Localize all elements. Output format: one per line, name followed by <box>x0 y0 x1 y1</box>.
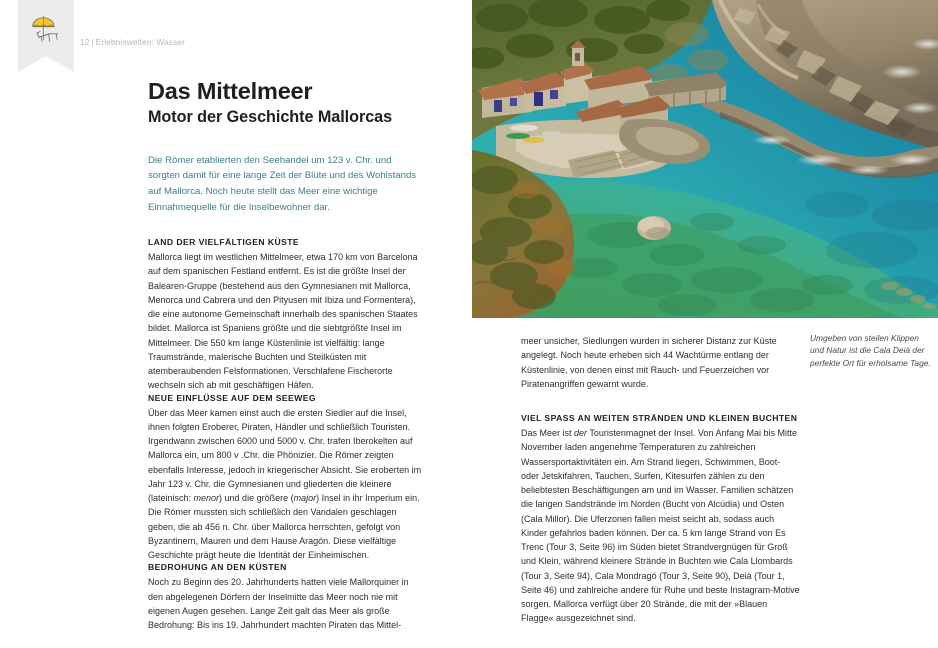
photo-caption: Umgeben von steilen Klippen und Natur ist die Cala Deià der perfekte Ort für erholsame Tage. <box>810 333 931 368</box>
folio-page-number: 12 <box>80 38 90 47</box>
body-text-fragment: ) und die größere ( <box>219 493 294 504</box>
section-body: Noch zu Beginn des 20. Jahrhunderts hatten viele Mallorquiner in den abgelegenen Dörfern der Inselmitte das Meer noch nie mit eigenen Augen gesehen. Lange Zeit galt das Meer als große Bedrohung: Bis ins 19. Jahrhundert machten Piraten das Mittel- <box>148 577 409 631</box>
article-photo <box>472 0 938 318</box>
body-text-fragment: Über das Meer kamen einst auch die ersten Siedler auf die Insel, ihnen folgten Eroberer, Piraten, Händler und schließlich Touristen. Irgendwann zwischen 6000 und 5000 v. Chr. trafen Iberokelten auf Mallorca ein, um 800 v .Chr. die Phönizier. Die Römer zeigten ebenfalls Interesse, jedoch in kriegerischer Absicht. Sie eroberten im Jahr 123 v. Chr. die Gymnesianen und gliederten die kleinere (lateinisch: <box>148 407 422 504</box>
right-text-column <box>521 334 800 626</box>
article-section-1 <box>148 237 426 393</box>
cala-deia-photograph <box>472 0 938 318</box>
section-body <box>148 406 426 563</box>
latin-term-menor: menor <box>193 493 220 504</box>
latin-term-major: major <box>293 493 317 504</box>
page-subtitle: Motor der Geschichte Mallorcas <box>148 108 393 127</box>
section-heading: NEUE EINFLÜSSE AUF DEM SEEWEG <box>148 392 316 403</box>
body-text-fragment: ) Insel in ihr Imperium ein. Die Römer mussten sich schließlich den Vandalen geschlagen geben, die ab 456 n. Chr. über Mallorca herrschten, gefolgt von Byzantinern, Mauren und dem Hause Aragón. Diese vielfältige Geschichte prägt heute die Identität der Einheimischen. <box>148 493 420 561</box>
beach-umbrella-lounger-icon <box>28 16 64 48</box>
article-section-2 <box>148 393 426 563</box>
body-text-fragment: Das Meer ist <box>521 428 575 438</box>
continued-paragraph: meer unsicher, Siedlungen wurden in sicherer Distanz zur Küste angelegt. Noch heute erheben sich 44 Wachtürme entlang der Küstenlinie, von denen einst mit Rauch- und Feuerzeichen vor Piratenangriffen gewarnt wurde. <box>521 336 777 389</box>
folio-line <box>80 38 185 47</box>
article-section-4 <box>521 413 800 626</box>
folio-separator: | <box>91 38 94 47</box>
emphasis-der: der <box>574 428 588 438</box>
section-heading: BEDROHUNG AN DEN KÜSTEN <box>148 562 287 573</box>
section-body: Mallorca liegt im westlichen Mittelmeer, etwa 170 km von Barcelona auf dem spanischen Festland entfernt. Es ist die größte Insel der Balearen-Gruppe (bestehend aus den Gymnesianen mit Mallorca, Menorca und Cabrera und den Pityusen mit Ibiza und Formentera), die eine autonome Gemeinschaft innerhalb des spanischen Staates bildet. Mallorca ist Spaniens größte und die siebtgrößte Insel im Mittelmeer. Die 550 km lange Küstenlinie ist vielfältig: lange Traumstrände, malerische Buchten und Steilküsten mit atemberaubenden Felsformationen. Verschlafene Fischerorte wechseln sich ab mit geschäftigen Häfen. <box>148 252 418 391</box>
section-heading: LAND DER VIELFÄLTIGEN KÜSTE <box>148 237 300 248</box>
article-section-3 <box>148 562 426 632</box>
left-text-column <box>148 78 426 632</box>
page-title: Das Mittelmeer <box>148 78 313 104</box>
section-body <box>521 426 800 626</box>
body-text-fragment: Touristenmagnet der Insel. Von Anfang Mai bis Mitte November laden angenehme Temperaturen zu zahlreichen Wassersportaktivitäten ein. Am Strand liegen, Schwimmen, Boot- oder Jetskifahren, Tauchen, Surfen, Kitesurfen zählen zu den beliebtesten Beschäftigungen am und im Wasser. Familien schätzen die langen Sandstrände im Norden (Bucht von Alcúdia) und Osten (Cala Millor). Die Uferzonen fallen meist seicht ab, sodass auch Kinder gefahrlos baden können. Der ca. 5 km lange Strand von Es Trenc (Tour 3, Seite 96) im Süden bietet Strandvergnügen für Groß und Klein, während kleinere Strände in Buchten wie Cala Llombards (Tour 3, Seite 94), Cala Mondragó (Tour 3, Seite 90), Deià (Tour 1, Seite 46) und zahlreiche andere für Ruhe und beste Instagram-Motive sorgen. Mallorca verfügt über 20 Strände, die mit der »Blauen Flagge« ausgezeichnet sind. <box>521 428 800 624</box>
intro-paragraph: Die Römer etablierten den Seehandel um 123 v. Chr. und sorgten damit für eine lange Zeit der Blüte und des Wohlstands auf Mallorca. Noch heute stellt das Meer eine wichtige Einnahmequelle für die Inselbewohner dar. <box>148 154 417 213</box>
folio-section-name: Erlebniswelten: Wasser <box>95 38 185 47</box>
section-heading: VIEL SPASS AN WEITEN STRÄNDEN UND KLEINEN BUCHTEN <box>521 413 798 423</box>
section-ribbon <box>18 0 74 72</box>
